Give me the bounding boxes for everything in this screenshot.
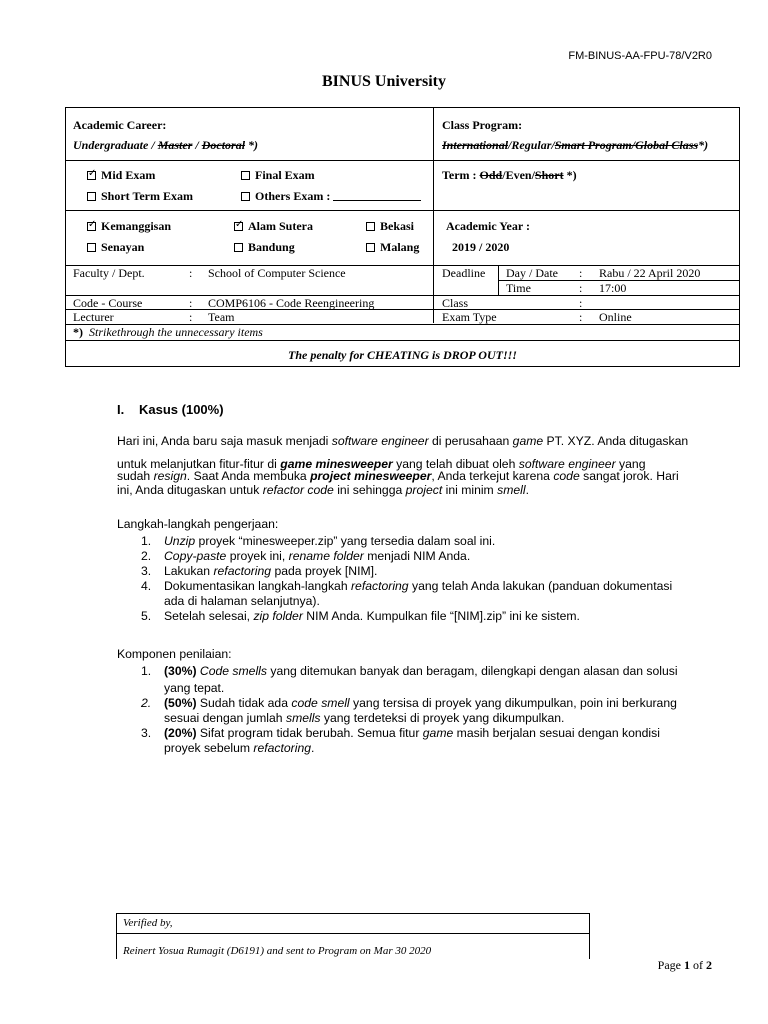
lecturer-value: Team xyxy=(208,310,235,324)
academic-career-label: Academic Career: xyxy=(73,118,167,132)
strikethrough-note: *) Strikethrough the unnecessary items xyxy=(73,325,263,339)
term-field: Term : Odd/Even/Short *) xyxy=(442,168,577,182)
exam-others-option: Others Exam : xyxy=(241,189,421,204)
exam-type-label: Exam Type xyxy=(442,310,497,324)
time-value: 17:00 xyxy=(599,281,627,295)
day-date-value: Rabu / 22 April 2020 xyxy=(599,266,701,280)
checkbox-icon xyxy=(241,192,250,201)
lecturer-colon: : xyxy=(189,310,193,324)
checked-checkbox-icon xyxy=(87,171,96,180)
exam-short-option: Short Term Exam xyxy=(87,189,193,204)
checkbox-icon xyxy=(234,243,243,252)
campus-malang: Malang xyxy=(366,240,419,255)
exam-header-table xyxy=(65,107,740,367)
academic-year-label: Academic Year : xyxy=(446,219,530,233)
page-number: Page 1 of 2 xyxy=(657,958,712,972)
verifier-text: Reinert Yosua Rumagit (D6191) and sent to Program on Mar 30 2020 xyxy=(123,945,432,957)
day-date-label: Day / Date xyxy=(506,266,558,280)
faculty-value: School of Computer Science xyxy=(208,266,346,280)
class-label: Class xyxy=(442,296,469,310)
list-item: 4. Dokumentasikan langkah-langkah refactoring yang telah Anda lakukan (panduan dokumentasi ada di halaman selanjutnya). xyxy=(141,579,673,608)
exam-type-colon: : xyxy=(579,310,583,324)
class-program-label: Class Program: xyxy=(442,118,523,132)
campus-bandung: Bandung xyxy=(234,240,295,255)
list-item: 1. (30%) Code smells yang ditemukan banyak dan beragam, dilengkapi dengan alasan dan solusi yang tepat. xyxy=(141,664,678,695)
list-item: 2. (50%) Sudah tidak ada code smell yang tersisa di proyek yang dikumpulkan, poin ini berkurang sesuai dengan jumlah smells yang terdeteksi di proyek yang dikumpulkan. xyxy=(141,696,677,725)
section-title: I. Kasus (100%) xyxy=(117,402,224,417)
faculty-colon: : xyxy=(189,266,193,280)
list-item: 2. Copy-paste proyek ini, rename folder menjadi NIM Anda. xyxy=(141,549,471,563)
day-date-colon: : xyxy=(579,266,583,280)
code-course-label: Code - Course xyxy=(73,296,143,310)
list-item: 3. Lakukan refactoring pada proyek [NIM]. xyxy=(141,564,378,578)
checkbox-icon xyxy=(366,243,375,252)
checkbox-icon xyxy=(241,171,250,180)
time-label: Time xyxy=(506,281,531,295)
time-colon: : xyxy=(579,281,583,295)
faculty-label: Faculty / Dept. xyxy=(73,266,145,280)
grading-heading: Komponen penilaian: xyxy=(117,647,232,661)
checked-checkbox-icon xyxy=(87,222,96,231)
list-item: 5. Setelah selesai, zip folder NIM Anda. Kumpulkan file “[NIM].zip” ini ke sistem. xyxy=(141,609,580,623)
academic-career-options: Undergraduate / Master / Doctoral *) xyxy=(73,138,259,152)
list-item: 1. Unzip proyek “minesweeper.zip” yang tersedia dalam soal ini. xyxy=(141,534,496,548)
campus-alam-sutera: ✓ Alam Sutera xyxy=(234,219,313,234)
campus-senayan: Senayan xyxy=(87,240,144,255)
verified-by-label: Verified by, xyxy=(123,917,173,929)
verification-box xyxy=(116,913,590,959)
deadline-label: Deadline xyxy=(442,266,486,280)
exam-final-option: Final Exam xyxy=(241,168,315,183)
campus-bekasi: Bekasi xyxy=(366,219,414,234)
code-course-value: COMP6106 - Code Reengineering xyxy=(208,296,375,310)
intro-paragraph: Hari ini, Anda baru saja masuk menjadi software engineer di perusahaan game PT. XYZ. Anda ditugaskan untuk melanjutkan fitur-fitur di game minesweeper yang telah dibuat oleh software engineer yang sudah resign. Saat Anda membuka project minesweeper, Anda terkejut karena code sangat jorok. Hari ini, Anda ditugaskan untuk refactor code ini sehingga project ini minim smell. xyxy=(117,434,689,497)
code-course-colon: : xyxy=(189,296,193,310)
steps-section xyxy=(117,517,717,624)
checkbox-icon xyxy=(87,243,96,252)
lecturer-label: Lecturer xyxy=(73,310,114,324)
exam-type-value: Online xyxy=(599,310,632,324)
steps-heading: Langkah-langkah pengerjaan: xyxy=(117,517,279,531)
form-code: FM-BINUS-AA-FPU-78/V2R0 xyxy=(568,50,712,62)
cheating-penalty: The penalty for CHEATING is DROP OUT!!! xyxy=(288,348,517,362)
checkbox-icon xyxy=(87,192,96,201)
academic-year-value: 2019 / 2020 xyxy=(452,240,510,254)
class-program-options: International/Regular/Smart Program/Global Class*) xyxy=(442,138,709,152)
exam-mid-option: ✓Mid Exam xyxy=(87,168,155,183)
campus-kemanggisan: ✓Kemanggisan xyxy=(87,219,171,234)
university-title: BINUS University xyxy=(321,73,446,90)
list-item: 3. (20%) Sifat program tidak berubah. Semua fitur game masih berjalan sesuai dengan kondisi proyek sebelum refactoring. xyxy=(141,726,660,755)
class-colon: : xyxy=(579,296,583,310)
checked-checkbox-icon xyxy=(234,222,243,231)
grading-section xyxy=(117,647,717,756)
checkbox-icon xyxy=(366,222,375,231)
